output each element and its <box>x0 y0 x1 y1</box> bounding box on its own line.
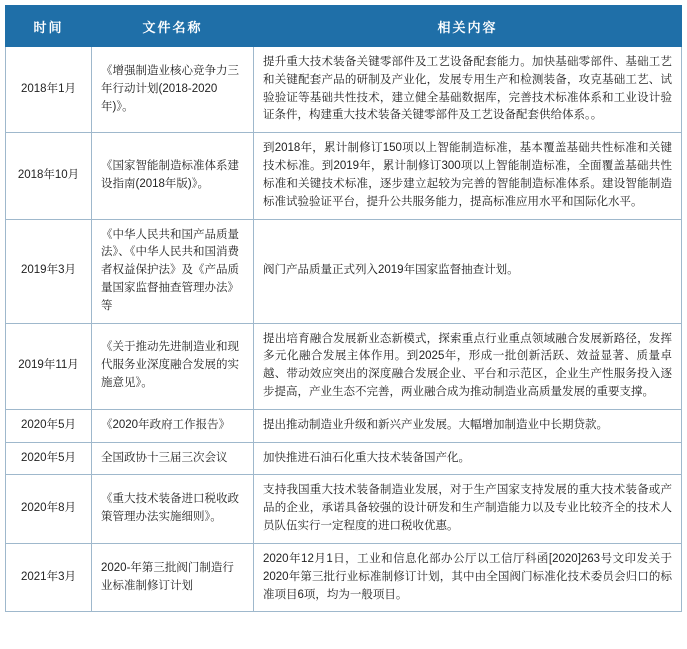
cell-content: 2020年12月1日，工业和信息化部办公厅以工信厅科函[2020]263号文印发关于2020年第三批行业标准制修订计划，其中由全国阀门标准化技术委员会归口的标准项目6项，均为一般项目。 <box>254 543 682 611</box>
cell-time: 2021年3月 <box>6 543 92 611</box>
cell-content: 提出培育融合发展新业态新模式，探索重点行业重点领域融合发展新路径，发挥多元化融合发展主体作用。到2025年，形成一批创新活跃、效益显著、质量卓越、带动效应突出的深度融合发展企业、平台和示范区，企业生产性服务投入逐步提高，产业生态不完善，两业融合成为推动制造业高质量发展的重要支撑。 <box>254 323 682 409</box>
cell-time: 2020年8月 <box>6 475 92 543</box>
cell-time: 2018年1月 <box>6 47 92 133</box>
table-header <box>6 6 682 47</box>
cell-time: 2019年3月 <box>6 219 92 323</box>
table-row <box>6 323 682 409</box>
table-row <box>6 133 682 219</box>
cell-document-name: 《关于推动先进制造业和现代服务业深度融合发展的实施意见》。 <box>92 323 254 409</box>
cell-document-name: 2020-年第三批阀门制造行业标准制修订计划 <box>92 543 254 611</box>
cell-document-name: 《中华人民共和国产品质量法》、《中华人民共和国消费者权益保护法》及《产品质量国家监督抽查管理办法》等 <box>92 219 254 323</box>
cell-content: 支持我国重大技术装备制造业发展，对于生产国家支持发展的重大技术装备或产品的企业，承诺具备较强的设计研发和生产制造能力以及专业比较齐全的技术人员队伍实行一定程度的进口税收优惠。 <box>254 475 682 543</box>
cell-time: 2020年5月 <box>6 442 92 475</box>
cell-document-name: 《增强制造业核心竞争力三年行动计划(2018-2020年)》。 <box>92 47 254 133</box>
cell-document-name: 《2020年政府工作报告》 <box>92 409 254 442</box>
cell-content: 提升重大技术装备关键零部件及工艺设备配套能力。加快基础零部件、基础工艺和关键配套产品的研制及产业化，发展专用生产和检测装备，攻克基础工艺、试验验证等基础共性技术，建立健全基础数据库，完善技术标准体系和工业设计验证条件，构建重大技术装备关键零部件及工艺设备配套供给体系。。 <box>254 47 682 133</box>
cell-time: 2018年10月 <box>6 133 92 219</box>
table-row <box>6 442 682 475</box>
cell-document-name: 全国政协十三届三次会议 <box>92 442 254 475</box>
table-header-row <box>6 6 682 47</box>
policy-table <box>5 5 682 612</box>
table-row <box>6 409 682 442</box>
column-header-time: 时间 <box>6 6 92 47</box>
cell-content: 到2018年，累计制修订150项以上智能制造标准，基本覆盖基础共性标准和关键技术标准。到2019年，累计制修订300项以上智能制造标准，全面覆盖基础共性标准和关键技术标准，逐步建立起较为完善的智能制造标准体系。建设智能制造标准试验验证平台，提升公共服务能力，提高标准应用水平和国际化水平。 <box>254 133 682 219</box>
table-row <box>6 47 682 133</box>
cell-time: 2020年5月 <box>6 409 92 442</box>
table-body <box>6 47 682 612</box>
table-row <box>6 219 682 323</box>
table-row <box>6 543 682 611</box>
cell-content: 阀门产品质量正式列入2019年国家监督抽查计划。 <box>254 219 682 323</box>
cell-content: 提出推动制造业升级和新兴产业发展。大幅增加制造业中长期贷款。 <box>254 409 682 442</box>
cell-time: 2019年11月 <box>6 323 92 409</box>
cell-document-name: 《国家智能制造标准体系建设指南(2018年版)》。 <box>92 133 254 219</box>
column-header-document-name: 文件名称 <box>92 6 254 47</box>
table-row <box>6 475 682 543</box>
column-header-content: 相关内容 <box>254 6 682 47</box>
cell-content: 加快推进石油石化重大技术装备国产化。 <box>254 442 682 475</box>
cell-document-name: 《重大技术装备进口税收政策管理办法实施细则》。 <box>92 475 254 543</box>
